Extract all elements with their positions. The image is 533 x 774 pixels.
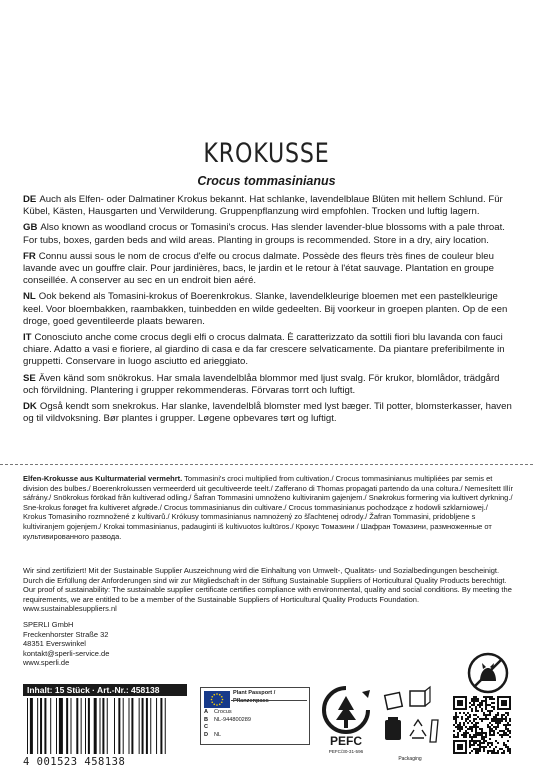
description-block bbox=[23, 194, 513, 429]
barcode-number: 4 001523 458138 bbox=[23, 756, 126, 768]
passport-title: Plant Passport / Pflanzenpass bbox=[233, 690, 276, 704]
company-name: SPERLI GmbH bbox=[23, 620, 74, 629]
sustainability-note bbox=[23, 566, 513, 614]
company-street: Freckenhorster Straße 32 bbox=[23, 629, 109, 639]
propagation-note: Elfen-Krokusse aus Kulturmaterial vermehrt. Tommasini's croci multiplied from cultivation./ Crocus tommasinianus multipliées par semis et division des bulbes./ Boerenkrokussen vermeerderd uit gecultiveerde teelt./ Zafferano di Thomas propagati partendo da una coltura./ Nemesített Illír sáfrány./ Snökrokus förökad från kultiverad odling./ Šafran Tommasini umnoženo kultiviranim gajenjem./ Snøkrokus formering via kultivert dyrkning./ Sne-krokus forøget fra kultiveret afgrøde./ Crocus tommasinianus din cultivare./ Crocus tommasinianus pochodzące z hodowli szklarniowej./ Krokus Tomasiniho rozmnožené z kultivarů./ Krókusy tommasinianus namnożený zo šľachtenej odrody./ Žafran Tommasini, pridobljene s kultiviranjem gojenjem./ Krokai tommasinianus, padauginti iš kultivuotos kultūros./ Крокус Томазини / Шафран Томазини, размноженные от культивированного развода. bbox=[23, 474, 513, 541]
company-email: kontakt@sperli-service.de bbox=[23, 648, 110, 658]
description-dk: DK Også kendt som snekrokus. Har slanke, lavendelblå blomster med lyst bæger. Til potter, blomsterkasser, haven og til vildvoksning. Bør plantes i grupper. Løgene opbevares tørt og luftigt. bbox=[23, 401, 512, 425]
passport-row-a: A Crocus bbox=[204, 709, 232, 715]
botanical-name: Crocus tommasinianus bbox=[197, 174, 336, 188]
packaging-label: Packaging bbox=[398, 756, 422, 762]
content-article-bar: Inhalt: 15 Stück · Art.-Nr.: 458138 bbox=[23, 684, 187, 696]
eu-flag-icon bbox=[204, 691, 230, 708]
qr-code-icon bbox=[453, 696, 511, 754]
description-gb: GB Also known as woodland crocus or Tomasini's crocus. Has slender lavender-blue blossoms with a pale throat. For tubs, boxes, garden beds and wild areas. Planting in groups is recommended. Store in a dry, airy location. bbox=[23, 222, 505, 246]
pefc-label: PEFC bbox=[329, 734, 363, 748]
packaging-recycling-icon bbox=[380, 684, 440, 766]
cut-line bbox=[0, 464, 533, 465]
pefc-code: PEFC/30-31-596 bbox=[328, 749, 364, 754]
sustainability-url: www.sustainablesuppliers.nl bbox=[23, 604, 117, 614]
passport-row-d: D NL bbox=[204, 731, 222, 738]
company-city: 48351 Everswinkel bbox=[23, 639, 86, 649]
passport-row-c: C bbox=[204, 724, 209, 731]
pefc-logo-icon bbox=[318, 684, 374, 764]
description-nl: NL Ook bekend als Tomasini-krokus of Boerenkrokus. Slanke, lavendelkleurige bloemen met een pastelkleurige keel. Voor bloembakken, raambakken, tuinbedden en wilde gedeelten. Bij voorkeur in groepen planten. Op de een droge, goed geventileerde plaats bewaren. bbox=[23, 291, 508, 327]
company-address bbox=[23, 620, 109, 668]
description-it: IT Conosciuto anche come crocus degli elfi o crocus dalmata. È caratterizzato da sottili fiori blu lavanda con fauci chiare. Adatto a vasi e fioriere, al giardino di casa e da far crescere selvaticamente. Da piantare preferibilmente in gruppetti. Conservare in luogo asciutto ed arieggiato. bbox=[23, 332, 505, 368]
no-pets-icon bbox=[466, 651, 510, 695]
sustainability-text: Wir sind zertifiziert! Mit der Sustainable Supplier Auszeichnung wird die Einhaltung von Umwelt-, Qualitäts- und Sozialbedingungen bescheinigt. Durch die Erfüllung der Anforderungen sind wir zur Mitgliedschaft in der Stiftung Sustainable Suppliers of Horticultural Quality Products berechtigt. Our proof of sustainability: The sustainable supplier certificate certifies compliance with environmental, quality and social conditions. By meeting the requirements, we are entitled to be a member of the Sustainable Suppliers of Horticultural Quality Products Foundation. bbox=[23, 566, 512, 604]
passport-row-b: B NL-944800289 bbox=[204, 716, 252, 723]
barcode-icon bbox=[23, 698, 187, 754]
plant-passport bbox=[200, 687, 310, 745]
description-de: DE Auch als Elfen- oder Dalmatiner Krokus bekannt. Hat schlanke, lavendelblaue Blüten mit hellem Schlund. Für Kübel, Kästen, Hausgarten und Verwilderung. Gruppenpflanzung wird empfohlen. Trocken und luftig lagern. bbox=[23, 194, 503, 218]
company-web: www.sperli.de bbox=[23, 658, 70, 668]
description-fr: FR Connu aussi sous le nom de crocus d'elfe ou crocus dalmate. Possède des fleurs très fines de couleur bleu lavande avec un gouffre clair. Pour jardinières, bacs, le jardin et le retour à l'état sauvage. Plantation en groupe conseillée. A conserver au sec en un endroit bien aéré. bbox=[23, 250, 494, 287]
product-title: KROKUSSE bbox=[203, 138, 330, 169]
description-se: SE Även känd som snökrokus. Har smala lavendelblåa blommor med ljust svalg. För krukor, blomlådor, trädgård och förvildning. Plantering i grupper rekommenderas. Förvaras torrt och luftigt. bbox=[23, 372, 500, 396]
